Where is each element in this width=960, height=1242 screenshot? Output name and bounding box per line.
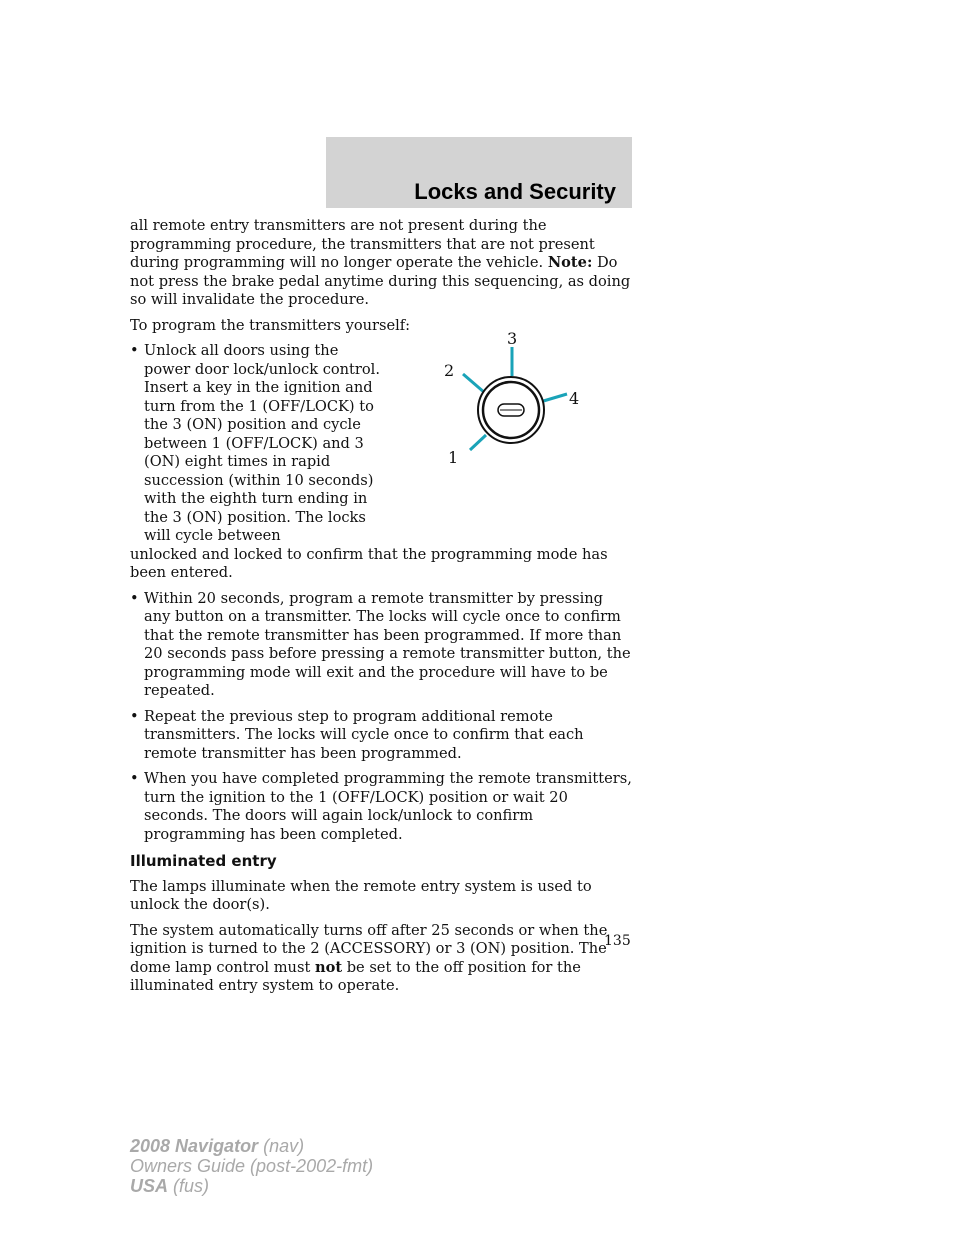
step-text: When you have completed programming the remote transmitters, turn the ignition to the 1 (OFF/LOCK) position or wait 20 seconds. The doors will again lock/unlock to confirm programming has been completed. (144, 770, 632, 843)
section-title: Locks and Security (414, 179, 616, 204)
illuminated-paragraph-2 (130, 922, 632, 996)
illuminated-text-b: be set to the off position for the illuminated entry system to operate. (130, 958, 581, 994)
step-text: Within 20 seconds, program a remote transmitter by pressing any button on a transmitter. The locks will cycle once to confirm that the remote transmitter has been programmed. If more than 20 seconds pass before pressing a remote transmitter button, the programming mode will exit and the procedure will have to be repeated. (144, 589, 631, 699)
position-4-label: 4 (569, 389, 580, 408)
note-text: Do not press the brake pedal anytime during this sequencing, as doing so will invalidate the procedure. (130, 254, 631, 308)
emphasis-not: not (314, 958, 343, 976)
step-text: Repeat the previous step to program additional remote transmitters. The locks will cycle once to confirm that each remote transmitter has been programmed. (144, 707, 584, 762)
step-text-narrow: Unlock all doors using the power door lock/unlock control. Insert a key in the ignition and turn from the 1 (OFF/LOCK) to the 3 (ON) position and cycle between 1 (OFF/LOCK) and 3 (ON) eight times in rapid succession (within 10 seconds) with the eighth turn ending in the 3 (ON) position. The locks will cycle between (144, 342, 380, 544)
position-4-line (540, 394, 567, 402)
footer-market: USA (130, 1176, 169, 1196)
bullet-mark: • (130, 707, 139, 725)
bullet-mark: • (130, 342, 139, 359)
footer-market-code: (fus) (173, 1176, 210, 1196)
footer-model-code: (nav) (263, 1136, 305, 1156)
position-1-line (470, 435, 486, 450)
note-label: Note: (547, 254, 593, 271)
illuminated-text-a: The system automatically turns off after 25 seconds or when the ignition is turned to the 2 (ACCESSORY) or 3 (ON) position. The dome lamp control must (130, 921, 608, 976)
position-1-label: 1 (448, 448, 459, 467)
ignition-positions-diagram (430, 322, 580, 472)
program-intro: To program the transmitters yourself: (130, 316, 411, 334)
position-2-line (463, 374, 485, 393)
position-3-label: 3 (507, 329, 518, 348)
footer-model: 2008 Navigator (130, 1136, 259, 1156)
illuminated-entry-heading: Illuminated entry (130, 852, 277, 870)
bullet-mark: • (130, 589, 139, 607)
list-item (130, 708, 632, 764)
section-header-band (326, 137, 632, 208)
list-item (130, 770, 632, 844)
step-text-continued: unlocked and locked to confirm that the programming mode has been entered. (130, 545, 608, 581)
list-item (130, 590, 632, 701)
footer-line-3 (130, 1176, 373, 1196)
intro-paragraph (130, 217, 632, 310)
document-footer (130, 1136, 373, 1196)
intro-text: all remote entry transmitters are not present during the programming procedure, the transmitters that are not present during programming will no longer operate the vehicle. (130, 217, 595, 271)
illuminated-paragraph-1: The lamps illuminate when the remote entry system is used to unlock the door(s). (130, 877, 592, 913)
bullet-mark: • (130, 770, 139, 787)
footer-line-1 (130, 1136, 373, 1156)
position-2-label: 2 (444, 361, 455, 380)
page-number: 135 (604, 933, 631, 949)
footer-line-2: Owners Guide (post-2002-fmt) (130, 1156, 374, 1176)
